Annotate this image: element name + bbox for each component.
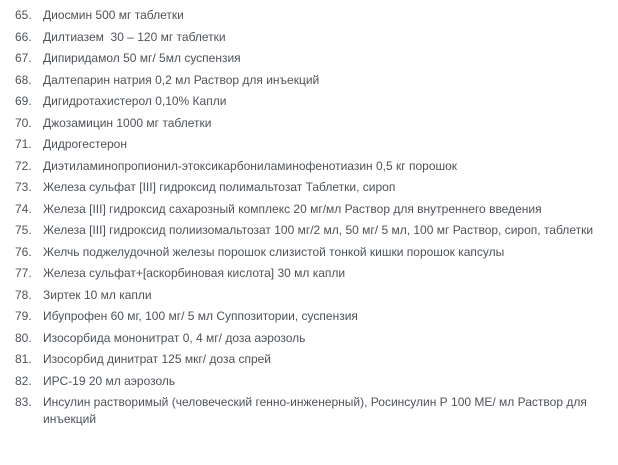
list-item	[15, 222, 598, 239]
list-item-text: Зиртек 10 мл капли	[43, 287, 152, 302]
list-item	[15, 351, 598, 368]
list-item	[15, 265, 598, 282]
list-item-text: Далтепарин натрия 0,2 мл Раствор для инъекций	[43, 72, 320, 87]
list-item-number: 70.	[15, 115, 32, 130]
list-item-number: 65.	[15, 8, 32, 22]
list-item	[15, 330, 598, 347]
list-item-number: 78.	[15, 287, 32, 302]
list-item	[15, 394, 598, 427]
list-item-text: Желчь поджелудочной железы порошок слизистой тонкой кишки порошок капсулы	[43, 244, 505, 259]
list-item-number: 81.	[15, 352, 32, 366]
list-item-text: Джозамицин 1000 мг таблетки	[43, 115, 212, 130]
list-item-number: 67.	[15, 51, 32, 65]
list-item-text: Дидрогестерон	[43, 137, 127, 151]
list-item	[15, 136, 598, 153]
list-item-text: Дилтиазем 30 – 120 мг таблетки	[43, 29, 226, 44]
list-item	[15, 7, 598, 24]
list-item	[15, 158, 598, 175]
list-item-number: 73.	[15, 180, 32, 194]
list-item-text: Изосорбид динитрат 125 мкг/ доза спрей	[43, 352, 272, 366]
list-item	[15, 244, 598, 261]
list-item-number: 77.	[15, 266, 32, 280]
list-item	[15, 50, 598, 67]
list-item-number: 80.	[15, 330, 32, 345]
list-item	[15, 373, 598, 390]
list-item	[15, 201, 598, 218]
list-item-text: Дигидротахистерол 0,10% Капли	[43, 94, 227, 108]
list-item-text: Железа [III] гидроксид сахарозный комплекс 20 мг/мл Раствор для внутреннего введения	[43, 201, 542, 216]
list-item-text: Диэтиламинопропионил-этоксикарбониламинофенотиазин 0,5 кг порошок	[43, 158, 458, 173]
list-item-text: ИРС-19 20 мл аэрозоль	[43, 373, 176, 388]
list-item-number: 82.	[15, 373, 32, 388]
list-item-number: 76.	[15, 244, 32, 259]
list-item-text: Железа сульфат [III] гидроксид полимальтозат Таблетки, сироп	[43, 180, 396, 194]
list-item	[15, 115, 598, 132]
list-item-number: 75.	[15, 223, 32, 237]
list-item	[15, 308, 598, 325]
list-item-number: 83.	[15, 395, 32, 409]
list-item-number: 74.	[15, 201, 32, 216]
list-item-number: 72.	[15, 158, 32, 173]
list-item-text: Инсулин растворимый (человеческий генно-инженерный), Росинсулин Р 100 МЕ/ мл Раствор для инъекций	[43, 395, 591, 426]
list-item-text: Диосмин 500 мг таблетки	[43, 8, 184, 22]
list-item-number: 71.	[15, 137, 32, 151]
list-item-number: 79.	[15, 309, 32, 323]
list-item-number: 69.	[15, 94, 32, 108]
list-item	[15, 29, 598, 46]
list-item	[15, 72, 598, 89]
list-item-number: 68.	[15, 72, 32, 87]
list-item-text: Ибупрофен 60 мг, 100 мг/ 5 мл Суппозитории, суспензия	[43, 309, 358, 323]
list-item	[15, 93, 598, 110]
list-item-number: 66.	[15, 29, 32, 44]
list-item-text: Изосорбида мононитрат 0, 4 мг/ доза аэрозоль	[43, 330, 306, 345]
list-item	[15, 287, 598, 304]
list-item	[15, 179, 598, 196]
list-item-text: Железа сульфат+[аскорбиновая кислота] 30 мл капли	[43, 266, 346, 280]
list-item-text: Дипиридамол 50 мг/ 5мл суспензия	[43, 51, 241, 65]
list-item-text: Железа [III] гидроксид полиизомальтозат 100 мг/2 мл, 50 мг/ 5 мл, 100 мг Раствор, сироп, таблетки	[43, 223, 594, 237]
